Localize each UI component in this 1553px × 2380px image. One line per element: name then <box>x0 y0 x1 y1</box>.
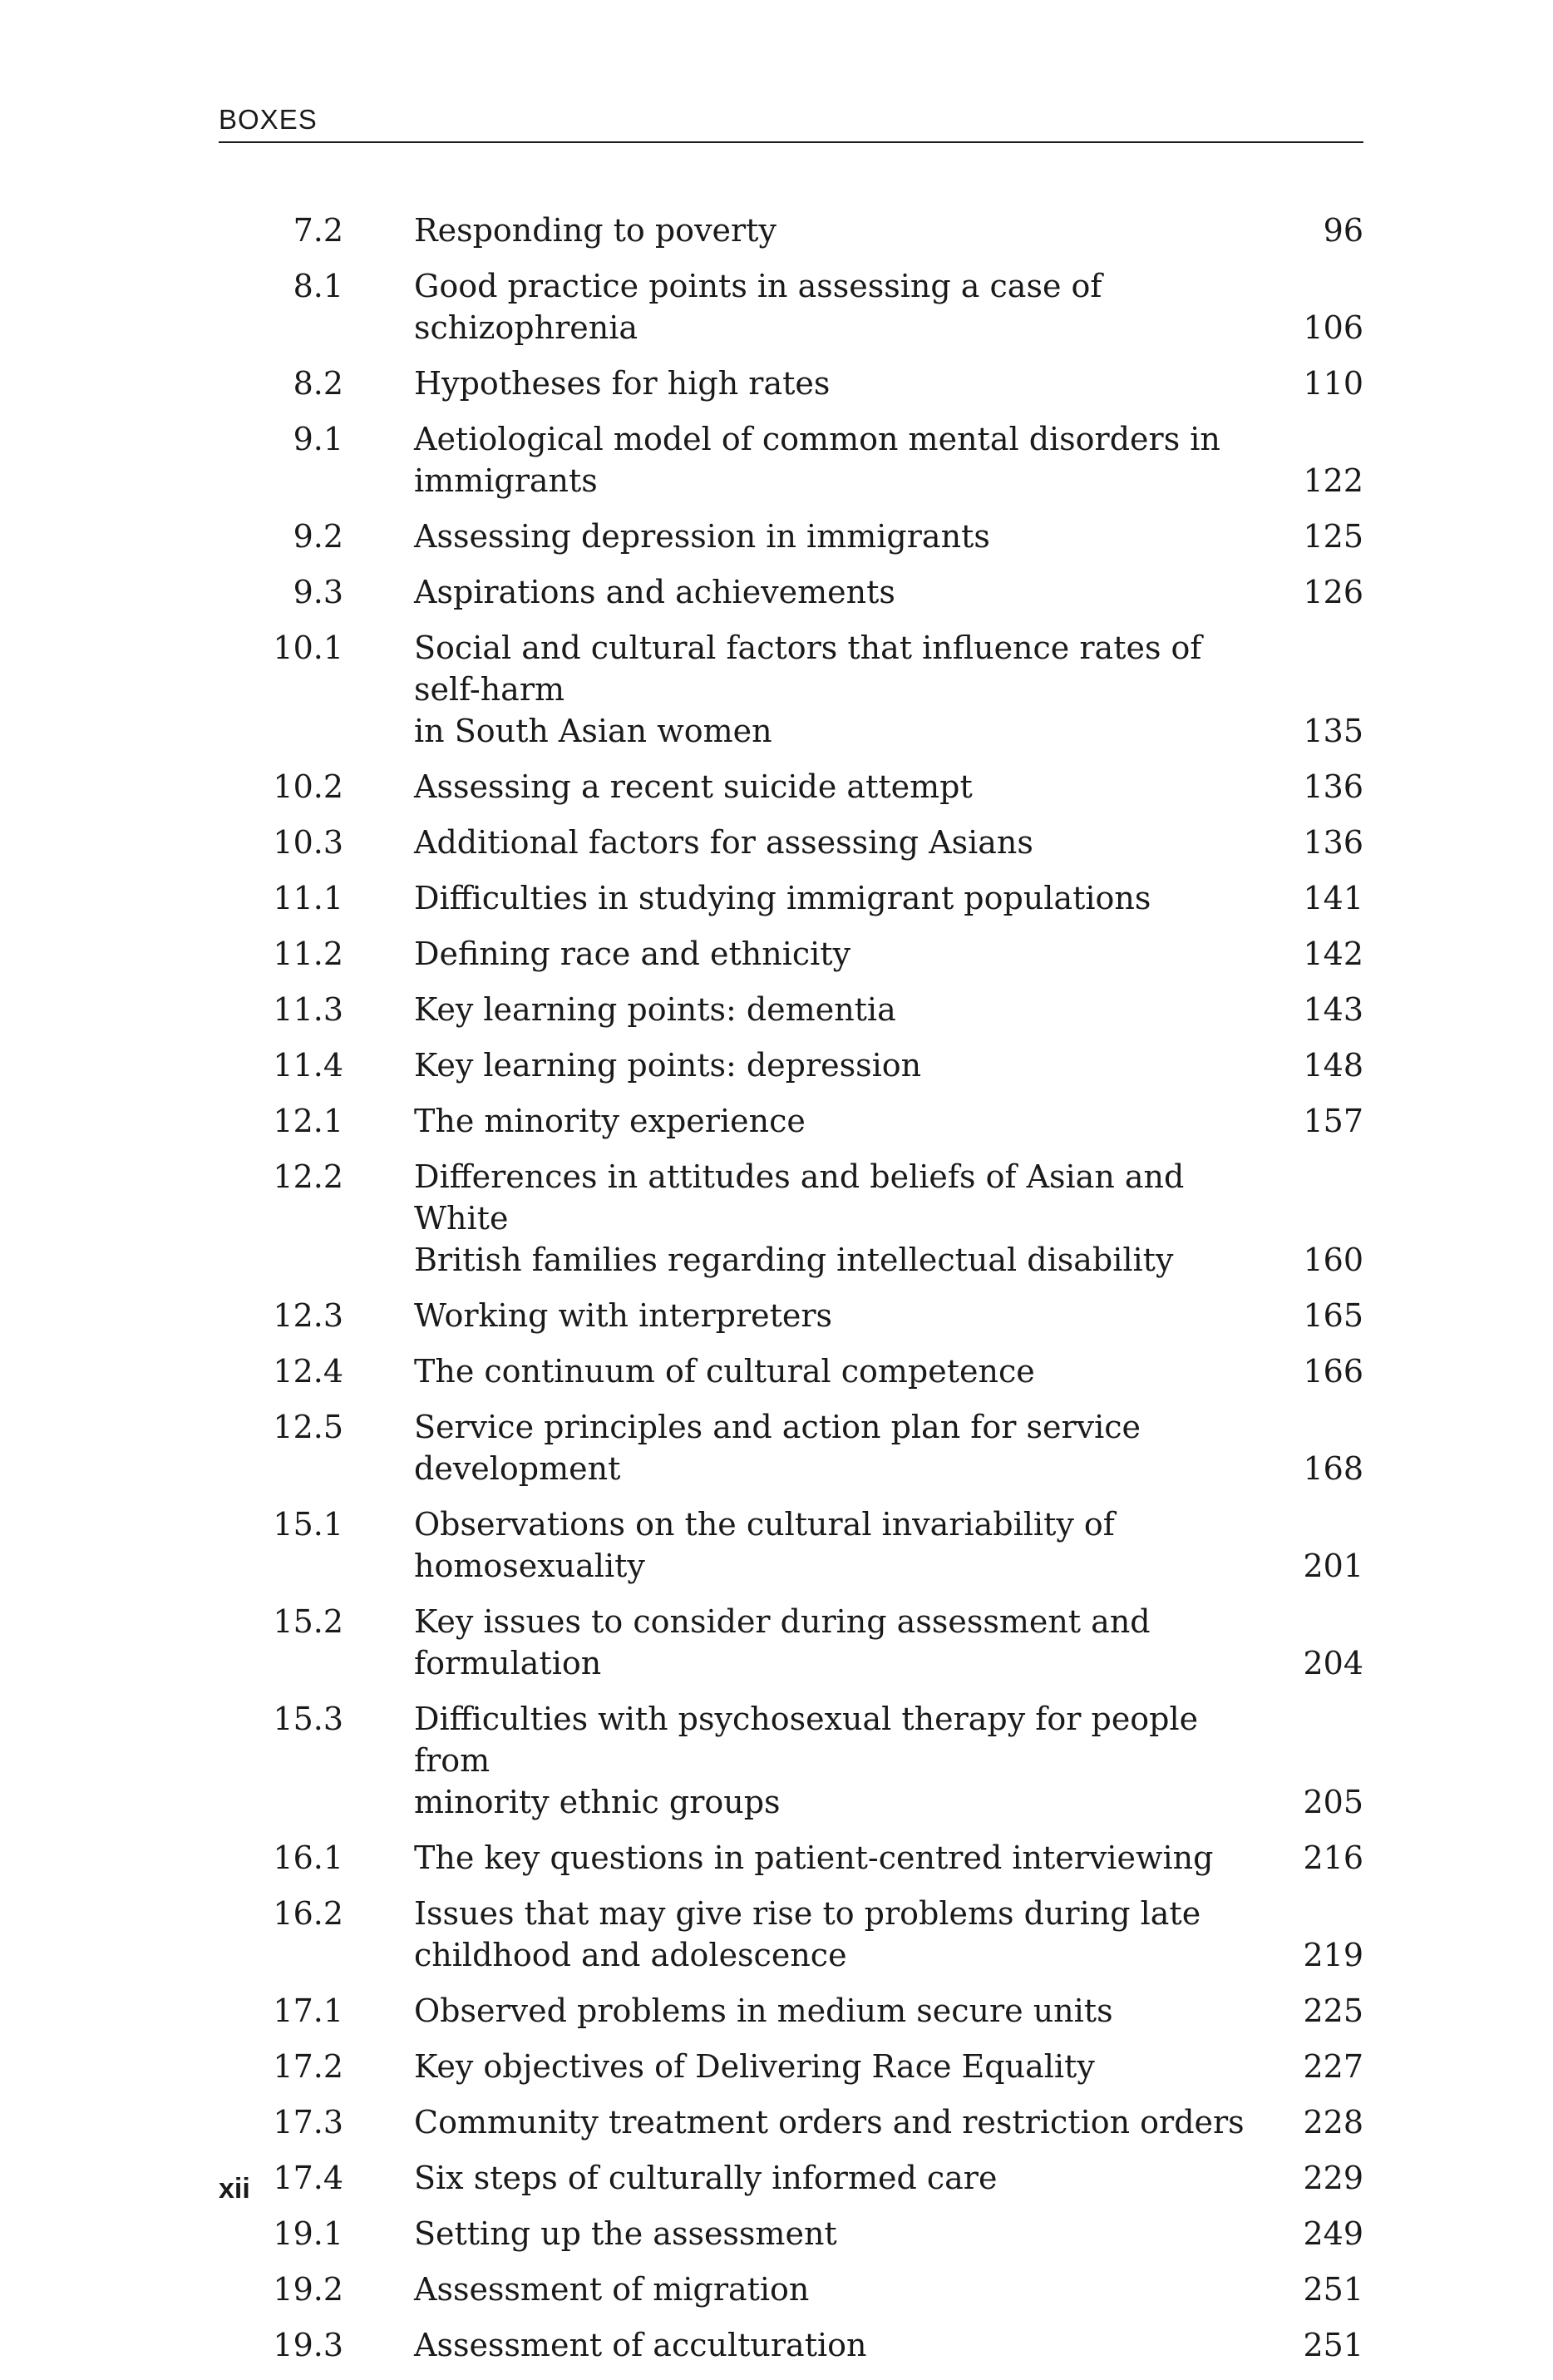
box-number: 11.4 <box>273 1047 343 1084</box>
box-title <box>414 1990 1289 2032</box>
box-number: 12.4 <box>273 1353 343 1390</box>
box-page-number: 204 <box>1303 1645 1363 1681</box>
box-title-line: Service principles and action plan for service development <box>414 1409 1141 1487</box>
box-title <box>414 1100 1289 1142</box>
box-title <box>414 877 1289 919</box>
box-page-number: 143 <box>1303 991 1363 1028</box>
box-title <box>414 418 1289 501</box>
box-page-number: 166 <box>1303 1353 1363 1390</box>
box-number: 17.2 <box>273 2048 343 2085</box>
box-title <box>414 627 1289 752</box>
box-title-line: The continuum of cultural competence <box>414 1353 1035 1390</box>
list-item <box>219 933 1363 975</box>
list-of-boxes <box>219 210 1363 2380</box>
box-number: 15.3 <box>273 1701 343 1737</box>
box-page-number: 160 <box>1303 1242 1363 1278</box>
box-number: 9.1 <box>293 421 343 457</box>
box-title-line: Key issues to consider during assessment and formulation <box>414 1603 1151 1681</box>
list-item <box>219 571 1363 613</box>
box-title-line: Assessing depression in immigrants <box>414 518 990 555</box>
box-title-line: Difficulties in studying immigrant populations <box>414 880 1151 916</box>
box-page-number: 201 <box>1303 1548 1363 1584</box>
box-title <box>414 2157 1289 2199</box>
box-page-number: 135 <box>1303 713 1363 749</box>
box-title-line: Observations on the cultural invariability of homosexuality <box>414 1506 1115 1584</box>
box-number: 12.5 <box>273 1409 343 1445</box>
box-page-number: 136 <box>1303 824 1363 861</box>
list-item <box>219 1100 1363 1142</box>
list-item <box>219 1837 1363 1879</box>
box-title-line: Hypotheses for high rates <box>414 365 831 402</box>
box-page-number: 168 <box>1303 1450 1363 1487</box>
box-title-line: Difficulties with psychosexual therapy for people from <box>414 1701 1199 1779</box>
box-title-line: Setting up the assessment <box>414 2215 837 2252</box>
box-title <box>414 1698 1289 1823</box>
box-number: 11.2 <box>273 936 343 972</box>
box-page-number: 142 <box>1303 936 1363 972</box>
box-title <box>414 989 1289 1030</box>
box-title <box>414 1893 1289 1976</box>
box-page-number: 157 <box>1303 1103 1363 1139</box>
box-title-line: Aspirations and achievements <box>414 574 895 610</box>
box-page-number: 216 <box>1303 1839 1363 1876</box>
list-item <box>219 2046 1363 2087</box>
list-item <box>219 766 1363 807</box>
box-title-line: childhood and adolescence <box>414 1937 847 1973</box>
box-page-number: 96 <box>1323 212 1363 249</box>
box-number: 17.4 <box>273 2160 343 2196</box>
box-title <box>414 2324 1289 2366</box>
box-number: 12.1 <box>273 1103 343 1139</box>
box-title-line: immigrants <box>414 462 598 499</box>
box-number: 19.1 <box>273 2215 343 2252</box>
box-title-line: Differences in attitudes and beliefs of Asian and White <box>414 1158 1185 1237</box>
box-number: 11.3 <box>273 991 343 1028</box>
box-page-number: 251 <box>1303 2271 1363 2308</box>
box-number: 9.3 <box>293 574 343 610</box>
box-page-number: 229 <box>1303 2160 1363 2196</box>
running-head: BOXES <box>219 103 1363 143</box>
box-page-number: 110 <box>1303 365 1363 402</box>
box-number: 16.1 <box>273 1839 343 1876</box>
box-title-line: Defining race and ethnicity <box>414 936 851 972</box>
list-item <box>219 1990 1363 2032</box>
box-page-number: 219 <box>1303 1937 1363 1973</box>
list-item <box>219 2269 1363 2310</box>
box-title <box>414 1406 1289 1489</box>
box-number: 8.1 <box>293 268 343 304</box>
box-page-number: 165 <box>1303 1297 1363 1334</box>
list-item <box>219 1156 1363 1281</box>
list-item <box>219 1504 1363 1587</box>
box-title <box>414 516 1289 557</box>
box-number: 8.2 <box>293 365 343 402</box>
box-title <box>414 933 1289 975</box>
box-title <box>414 822 1289 863</box>
box-title-line: Additional factors for assessing Asians <box>414 824 1033 861</box>
box-title-line: The minority experience <box>414 1103 806 1139</box>
box-title-line: Responding to poverty <box>414 212 776 249</box>
list-item <box>219 210 1363 251</box>
list-item <box>219 1893 1363 1976</box>
list-item <box>219 418 1363 501</box>
box-page-number: 249 <box>1303 2215 1363 2252</box>
box-title-line: Assessing a recent suicide attempt <box>414 768 973 805</box>
box-title <box>414 2101 1289 2143</box>
list-item <box>219 516 1363 557</box>
box-title-line: Issues that may give rise to problems during late <box>414 1895 1201 1932</box>
list-item <box>219 989 1363 1030</box>
list-item <box>219 1295 1363 1336</box>
box-number: 15.1 <box>273 1506 343 1543</box>
box-number: 16.2 <box>273 1895 343 1932</box>
box-page-number: 251 <box>1303 2327 1363 2363</box>
box-title-line: Observed problems in medium secure units <box>414 1992 1113 2029</box>
box-title <box>414 571 1289 613</box>
box-title-line: Working with interpreters <box>414 1297 833 1334</box>
box-page-number: 228 <box>1303 2104 1363 2141</box>
box-title <box>414 2269 1289 2310</box>
list-item <box>219 1406 1363 1489</box>
box-page-number: 148 <box>1303 1047 1363 1084</box>
list-item <box>219 265 1363 348</box>
list-item <box>219 822 1363 863</box>
box-title-line: Assessment of acculturation <box>414 2327 867 2363</box>
box-title <box>414 1350 1289 1392</box>
box-number: 10.1 <box>273 630 343 666</box>
box-number: 17.3 <box>273 2104 343 2141</box>
box-number: 9.2 <box>293 518 343 555</box>
list-item <box>219 1044 1363 1086</box>
list-item <box>219 627 1363 752</box>
page-number: xii <box>219 2173 250 2205</box>
box-number: 7.2 <box>293 212 343 249</box>
box-number: 19.2 <box>273 2271 343 2308</box>
box-title-line: Assessment of migration <box>414 2271 810 2308</box>
box-title <box>414 2213 1289 2254</box>
box-number: 15.2 <box>273 1603 343 1640</box>
box-title-line: Key learning points: dementia <box>414 991 896 1028</box>
box-title-line: in South Asian women <box>414 713 772 749</box>
box-title-line: British families regarding intellectual disability <box>414 1242 1174 1278</box>
box-number: 10.3 <box>273 824 343 861</box>
box-title-line: Key learning points: depression <box>414 1047 922 1084</box>
box-title <box>414 1156 1289 1281</box>
list-item <box>219 1698 1363 1823</box>
box-page-number: 205 <box>1303 1784 1363 1820</box>
box-title <box>414 1504 1289 1587</box>
box-title <box>414 363 1289 404</box>
box-title-line: Good practice points in assessing a case of schizophrenia <box>414 268 1102 346</box>
list-item <box>219 363 1363 404</box>
box-page-number: 141 <box>1303 880 1363 916</box>
box-title-line: Six steps of culturally informed care <box>414 2160 998 2196</box>
box-title <box>414 1837 1289 1879</box>
box-number: 19.3 <box>273 2327 343 2363</box>
box-title-line: Key objectives of Delivering Race Equality <box>414 2048 1095 2085</box>
list-item <box>219 2324 1363 2366</box>
box-title <box>414 210 1289 251</box>
box-page-number: 227 <box>1303 2048 1363 2085</box>
box-title <box>414 265 1289 348</box>
box-title <box>414 1044 1289 1086</box>
box-number: 17.1 <box>273 1992 343 2029</box>
box-number: 12.3 <box>273 1297 343 1334</box>
box-page-number: 126 <box>1303 574 1363 610</box>
box-title-line: minority ethnic groups <box>414 1784 781 1820</box>
box-title <box>414 1601 1289 1684</box>
list-item <box>219 2101 1363 2143</box>
box-page-number: 125 <box>1303 518 1363 555</box>
list-item <box>219 877 1363 919</box>
list-item <box>219 2157 1363 2199</box>
box-page-number: 136 <box>1303 768 1363 805</box>
box-number: 11.1 <box>273 880 343 916</box>
box-number: 10.2 <box>273 768 343 805</box>
box-number: 12.2 <box>273 1158 343 1195</box>
list-item <box>219 2213 1363 2254</box>
box-title-line: Aetiological model of common mental disorders in <box>414 421 1220 457</box>
list-item <box>219 1601 1363 1684</box>
box-title-line: Social and cultural factors that influence rates of self-harm <box>414 630 1202 708</box>
box-title <box>414 1295 1289 1336</box>
list-item <box>219 1350 1363 1392</box>
box-title <box>414 2046 1289 2087</box>
box-title-line: The key questions in patient-centred interviewing <box>414 1839 1214 1876</box>
box-page-number: 225 <box>1303 1992 1363 2029</box>
box-title-line: Community treatment orders and restriction orders <box>414 2104 1245 2141</box>
box-title <box>414 766 1289 807</box>
box-page-number: 122 <box>1303 462 1363 499</box>
box-page-number: 106 <box>1303 309 1363 346</box>
